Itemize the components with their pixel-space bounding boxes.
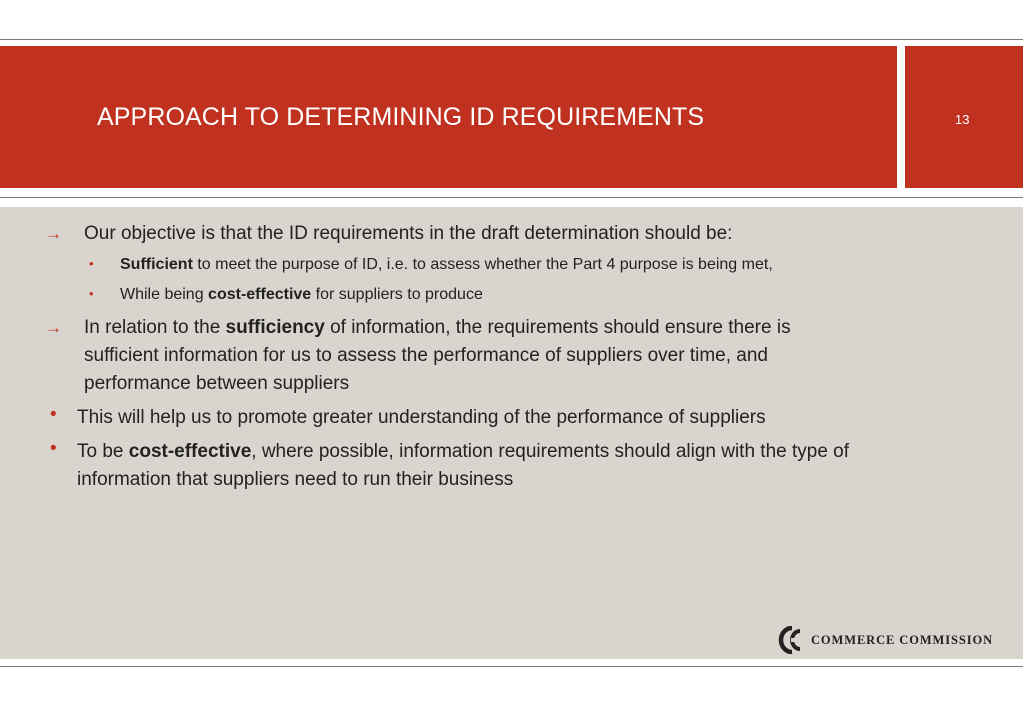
bullet-dot-icon: • xyxy=(89,256,94,271)
emphasis-sufficiency: sufficiency xyxy=(225,317,325,338)
bullet-cost-effective-line1: To be cost-effective, where possible, information requirements should align with the type of xyxy=(77,441,850,462)
bottom-rule xyxy=(0,666,1023,667)
sub-bullet-sufficient xyxy=(120,254,773,276)
bullet-dot-icon: • xyxy=(50,438,57,459)
emphasis-cost-effective: cost-effective xyxy=(128,441,252,462)
slide-title: APPROACH TO DETERMINING ID REQUIREMENTS xyxy=(97,103,705,131)
bullet-dot-icon: • xyxy=(89,286,94,301)
slide-number: 13 xyxy=(955,112,970,127)
content-top-rule xyxy=(0,197,1023,198)
bullet-sufficiency xyxy=(84,314,791,398)
logo-text: COMMERCE COMMISSION xyxy=(811,633,994,647)
sub-bullet-cost-text-after: for suppliers to produce xyxy=(311,286,483,303)
bullet-sufficiency-line1: In relation to the sufficiency of information, the requirements should ensure there is xyxy=(84,317,791,338)
sub-bullet-cost-text-before: While being xyxy=(120,286,209,303)
commerce-commission-logo-icon xyxy=(776,626,810,654)
sub-bullet-cost-effective xyxy=(120,284,483,306)
emphasis-sufficient: Sufficient xyxy=(120,256,193,273)
arrow-bullet-icon: → xyxy=(45,318,62,337)
bullet-cost-effective-line2: information that suppliers need to run their business xyxy=(77,469,514,490)
sub-bullet-sufficient-text: to meet the purpose of ID, i.e. to assess whether the Part 4 purpose is being met, xyxy=(192,256,773,273)
bullet-sufficiency-line3: performance between suppliers xyxy=(84,373,350,394)
bullet-objective: Our objective is that the ID requirements in the draft determination should be: xyxy=(84,223,733,244)
bullet-cost-effective xyxy=(77,438,849,494)
arrow-bullet-icon: → xyxy=(45,224,62,243)
bullet-sufficiency-line2: sufficient information for us to assess the performance of suppliers over time, and xyxy=(84,345,768,366)
emphasis-cost-effective: cost-effective xyxy=(208,286,312,303)
top-rule xyxy=(0,39,1023,40)
bullet-dot-icon: • xyxy=(50,404,57,425)
bullet-promote-understanding: This will help us to promote greater understanding of the performance of suppliers xyxy=(77,407,766,428)
